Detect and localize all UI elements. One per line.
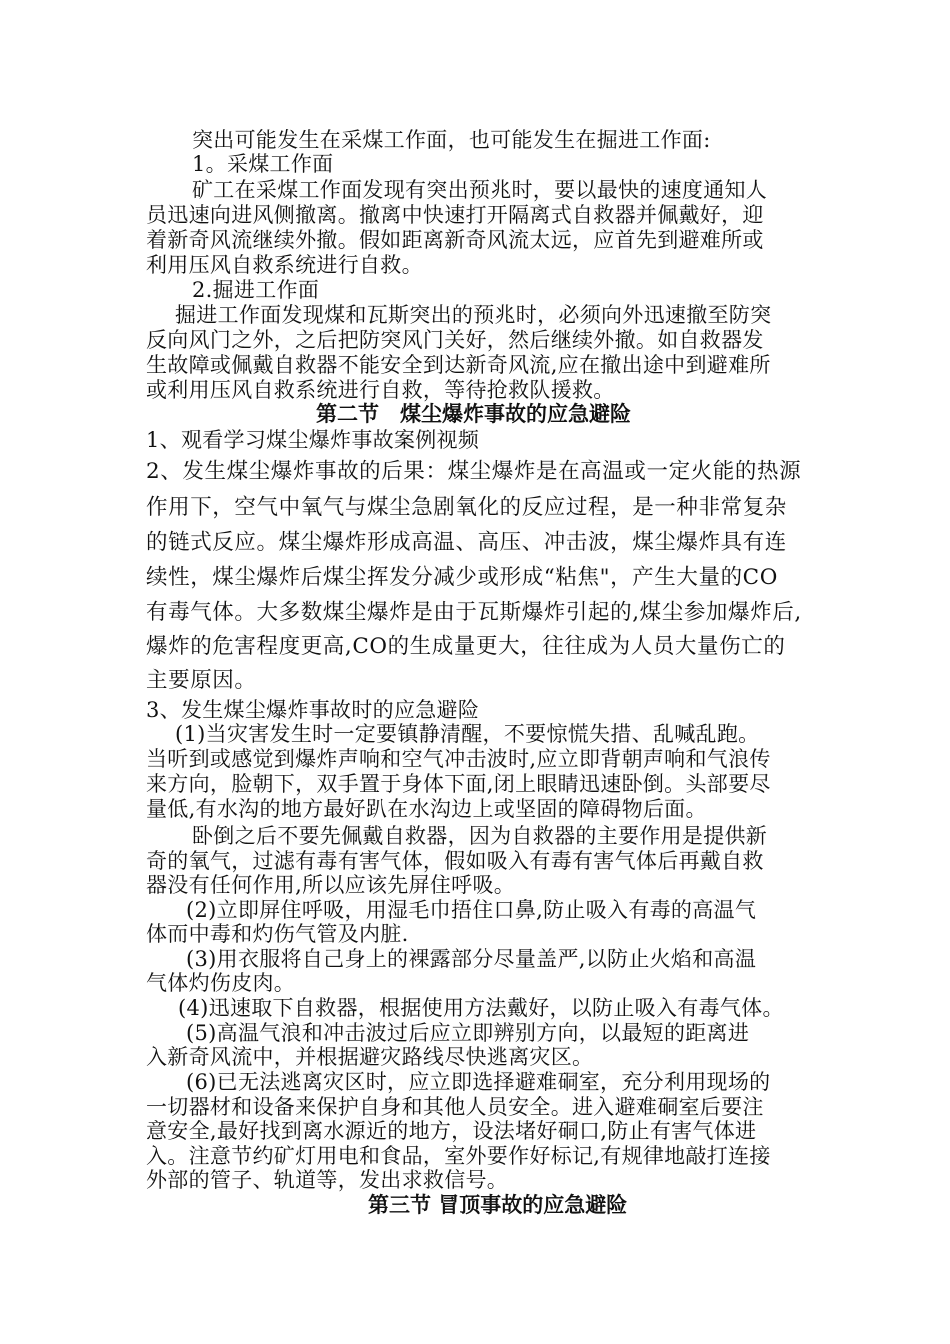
paragraph-line: 来方向，脸朝下，双手置于身体下面,闭上眼睛迅速卧倒。头部要尽 <box>146 772 771 796</box>
paragraph-line: 或利用压风自救系统进行自救，等待抢救队援救。 <box>146 378 615 402</box>
paragraph-line: 突出可能发生在采煤工作面，也可能发生在掘进工作面: <box>192 128 711 152</box>
paragraph-line: 入新奇风流中，并根据避灾路线尽快逃离灾区。 <box>146 1045 594 1069</box>
paragraph-line: 一切器材和设备来保护自身和其他人员安全。进入避难硐室后要注 <box>146 1095 764 1119</box>
paragraph-line: 入。注意节约矿灯用电和食品，室外要作好标记,有规律地敲打连接 <box>146 1144 771 1168</box>
paragraph-line: 当听到或感觉到爆炸声响和空气冲击波时,应立即背朝声响和气浪传 <box>146 747 771 771</box>
paragraph-line: 员迅速向进风侧撤离。撤离中快速打开隔离式自救器并佩戴好，迎 <box>146 203 764 227</box>
paragraph-line: 矿工在采煤工作面发现有突出预兆时，要以最快的速度通知人 <box>192 178 768 202</box>
paragraph-line: 主要原因。 <box>146 668 257 693</box>
subsection-heading: 1。采煤工作面 <box>192 152 334 176</box>
paragraph-line: 奇的氧气，过滤有毒有害气体，假如吸入有毒有害气体后再戴自救 <box>146 849 764 873</box>
paragraph-line: 续性，煤尘爆炸后煤尘挥发分减少或形成“粘焦"，产生大量的CO <box>146 565 778 590</box>
paragraph-line: 量低,有水沟的地方最好趴在水沟边上或坚固的障碍物后面。 <box>146 797 707 821</box>
paragraph-line: (2)立即屏住呼吸，用湿毛巾捂住口鼻,防止吸入有毒的高温气 <box>186 898 757 922</box>
paragraph-line: (4)迅速取下自救器，根据使用方法戴好，以防止吸入有毒气体。 <box>178 996 784 1020</box>
paragraph-line: (1)当灾害发生时一定要镇静清醒，不要惊慌失措、乱喊乱跑。 <box>175 722 760 746</box>
paragraph-line: (5)高温气浪和冲击波过后应立即辨别方向，以最短的距离进 <box>186 1021 750 1045</box>
paragraph-line: 作用下，空气中氧气与煤尘急剧氧化的反应过程，是一种非常复杂 <box>146 495 787 520</box>
subsection-heading: 2.掘进工作面 <box>192 278 320 302</box>
section-heading: 第二节 煤尘爆炸事故的应急避险 <box>316 402 631 426</box>
paragraph-line: 爆炸的危害程度更高,CO的生成量更大，往往成为人员大量伤亡的 <box>146 634 786 659</box>
section-heading: 第三节 冒顶事故的应急避险 <box>368 1193 628 1217</box>
paragraph-line: 生故障或佩戴自救器不能安全到达新奇风流,应在撤出途中到避难所 <box>146 353 771 377</box>
list-item: 3、发生煤尘爆炸事故时的应急避险 <box>146 698 480 722</box>
paragraph-line: (6)已无法逃离灾区时，应立即选择避难硐室，充分利用现场的 <box>186 1070 771 1094</box>
paragraph-line: 着新奇风流继续外撤。假如距离新奇风流太远，应首先到避难所或 <box>146 228 764 252</box>
paragraph-line: 有毒气体。大多数煤尘爆炸是由于瓦斯爆炸引起的,煤尘参加爆炸后, <box>146 600 802 625</box>
paragraph-line: 气体灼伤皮肉。 <box>146 971 296 995</box>
paragraph-line: 器没有任何作用,所以应该先屏住呼吸。 <box>146 873 516 897</box>
paragraph-line: 掘进工作面发现煤和瓦斯突出的预兆时，必须向外迅速撤至防突 <box>175 303 772 327</box>
paragraph-line: 2、发生煤尘爆炸事故的后果：煤尘爆炸是在高温或一定火能的热源 <box>146 459 802 484</box>
paragraph-line: 利用压风自救系统进行自救。 <box>146 253 423 277</box>
paragraph-line: 体而中毒和灼伤气管及内脏. <box>146 922 409 946</box>
paragraph-line: (3)用衣服将自己身上的裸露部分尽量盖严,以防止火焰和高温 <box>186 947 757 971</box>
paragraph-line: 反向风门之外，之后把防突风门关好，然后继续外撤。如自救器发 <box>146 328 764 352</box>
paragraph-line: 卧倒之后不要先佩戴自救器，因为自救器的主要作用是提供新 <box>192 824 768 848</box>
paragraph-line: 外部的管子、轨道等，发出求救信号。 <box>146 1168 509 1192</box>
paragraph-line: 的链式反应。煤尘爆炸形成高温、高压、冲击波，煤尘爆炸具有连 <box>146 530 787 555</box>
list-item: 1、观看学习煤尘爆炸事故案例视频 <box>146 428 480 452</box>
paragraph-line: 意安全,最好找到离水源近的地方，设法堵好硐口,防止有害气体进 <box>146 1119 757 1143</box>
